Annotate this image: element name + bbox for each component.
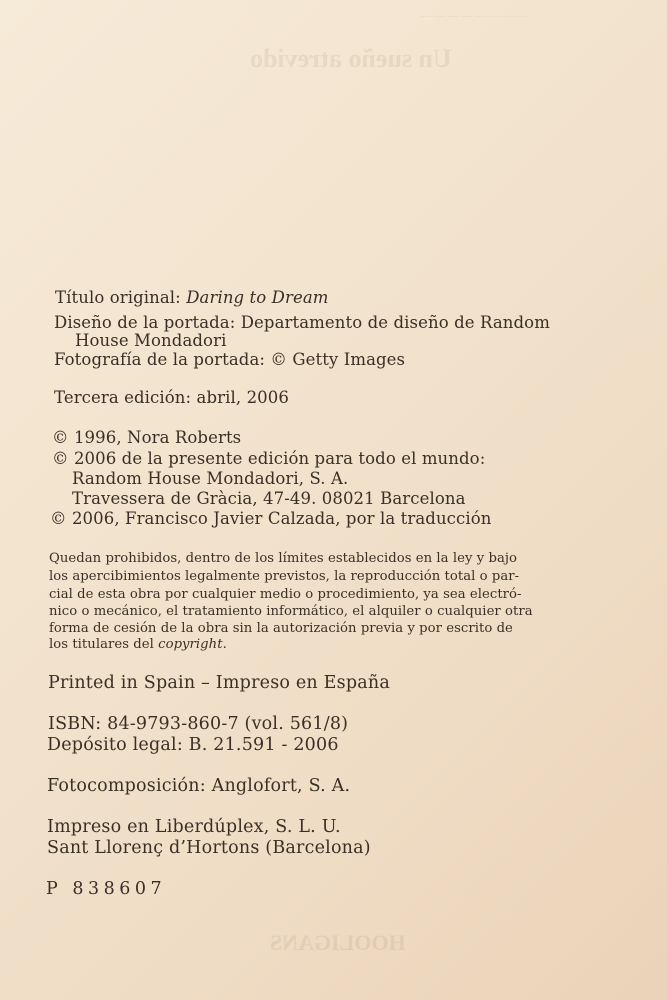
legal-notice-copyright-word: copyright xyxy=(158,637,223,652)
cover-design-line-1: Diseño de la portada: Departamento de diseño de Random xyxy=(54,313,550,332)
legal-notice-line-3: cial de esta obra por cualquier medio o procedimiento, ya sea electró- xyxy=(49,587,522,602)
isbn-line: ISBN: 84-9793-860-7 (vol. 561/8) xyxy=(48,714,349,734)
edition-line: Tercera edición: abril, 2006 xyxy=(54,388,289,407)
deposito-legal-line: Depósito legal: B. 21.591 - 2006 xyxy=(47,735,339,755)
legal-notice-prefix: los titulares del xyxy=(49,637,159,652)
legal-notice-line-4: nico o mecánico, el tratamiento informático, el alquiler o cualquier otra xyxy=(49,604,533,619)
legal-notice-suffix: . xyxy=(222,637,227,652)
original-title-line xyxy=(55,288,329,307)
fotocomposicion-line: Fotocomposición: Anglofort, S. A. xyxy=(47,776,351,796)
copyright-line-5: © 2006, Francisco Javier Calzada, por la traducción xyxy=(50,509,492,528)
printed-in-line: Printed in Spain – Impreso en España xyxy=(48,673,390,693)
printer-line-2: Sant Llorenç d’Hortons (Barcelona) xyxy=(47,838,371,858)
cover-design-line-2: House Mondadori xyxy=(75,331,227,350)
print-code: P 838607 xyxy=(46,879,167,899)
cover-photo-line: Fotografía de la portada: © Getty Images xyxy=(54,350,406,369)
copyright-line-4: Travessera de Gràcia, 47-49. 08021 Barcelona xyxy=(72,489,466,508)
copyright-line-2: © 2006 de la presente edición para todo el mundo: xyxy=(52,449,486,468)
ghost-title-text: Un sueño atrevido xyxy=(250,44,452,73)
copyright-line-3: Random House Mondadori, S. A. xyxy=(72,469,349,488)
original-title-label: Título original: xyxy=(55,288,187,307)
ghost-bottom-text: HOOLIGANS xyxy=(270,930,406,955)
ghost-corner-text: — — — — — — — — xyxy=(420,10,528,22)
legal-notice-line-5: forma de cesión de la obra sin la autorización previa y por escrito de xyxy=(49,621,513,636)
legal-notice-line-6 xyxy=(49,637,227,652)
original-title-value: Daring to Dream xyxy=(186,288,329,307)
printer-line-1: Impreso en Liberdúplex, S. L. U. xyxy=(47,817,341,837)
legal-notice-line-2: los apercibimientos legalmente previstos, la reproducción total o par- xyxy=(49,569,520,584)
copyright-line-1: © 1996, Nora Roberts xyxy=(52,428,242,447)
legal-notice-line-1: Quedan prohibidos, dentro de los límites establecidos en la ley y bajo xyxy=(49,551,517,566)
